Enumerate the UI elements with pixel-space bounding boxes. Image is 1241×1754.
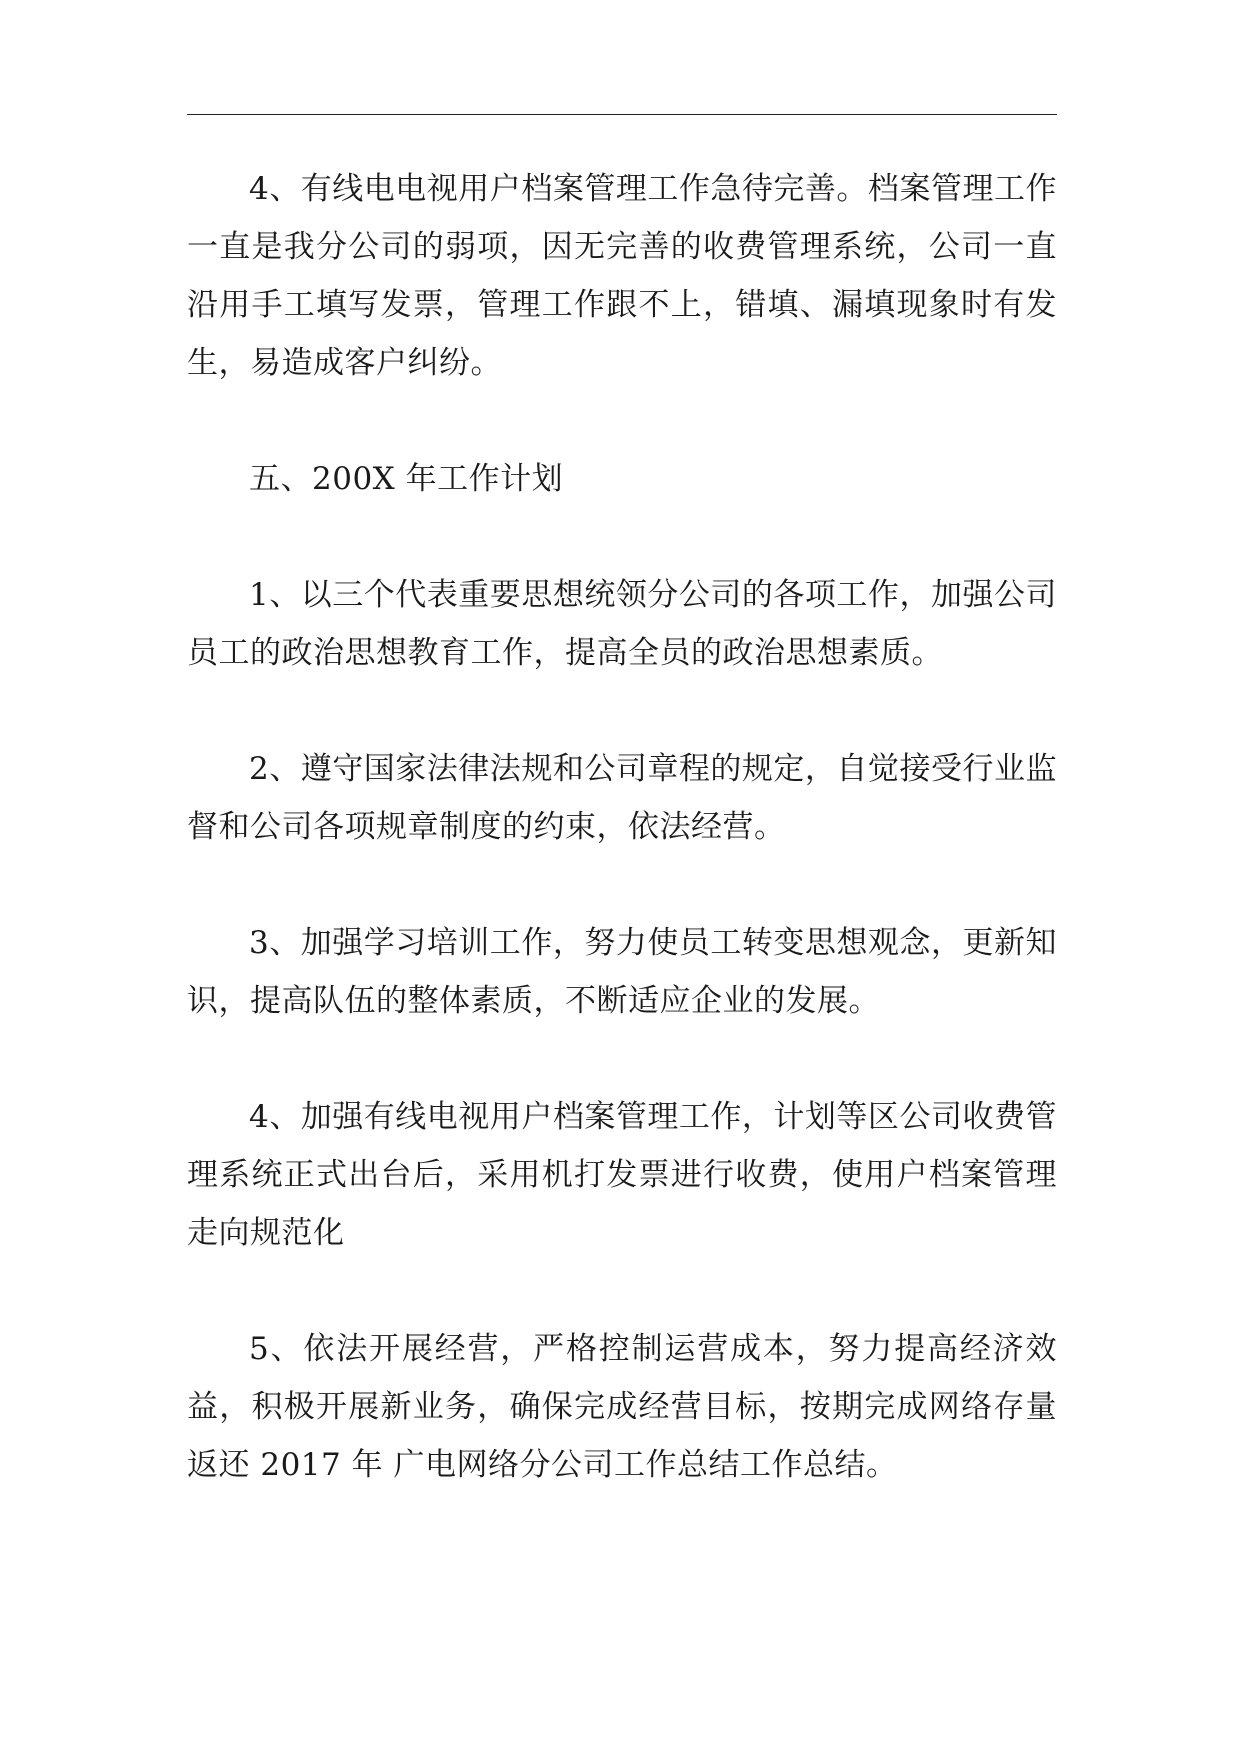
paragraph-plan-4: 4、加强有线电视用户档案管理工作，计划等区公司收费管理系统正式出台后，采用机打发票进行收费，使用户档案管理走向规范化 xyxy=(187,1099,1057,1251)
paragraph-spacer xyxy=(187,1262,1057,1320)
paragraph-plan-3: 3、加强学习培训工作，努力使员工转变思想观念，更新知识，提高队伍的整体素质，不断适应企业的发展。 xyxy=(187,925,1057,1019)
paragraph-spacer xyxy=(187,508,1057,566)
paragraph-spacer xyxy=(187,682,1057,740)
paragraph-plan-5: 5、依法开展经营，严格控制运营成本，努力提高经济效益，积极开展新业务，确保完成经营目标，按期完成网络存量返还 2017 年 广电网络分公司工作总结工作总结。 xyxy=(187,1331,1057,1483)
document-body xyxy=(187,160,1057,1494)
paragraph-spacer xyxy=(187,1030,1057,1088)
paragraph-plan-2: 2、遵守国家法律法规和公司章程的规定，自觉接受行业监督和公司各项规章制度的约束，依法经营。 xyxy=(187,751,1057,845)
paragraph-plan-1: 1、以三个代表重要思想统领分公司的各项工作，加强公司员工的政治思想教育工作，提高全员的政治思想素质。 xyxy=(187,577,1057,671)
header-divider xyxy=(187,114,1057,115)
section-heading: 五、200X 年工作计划 xyxy=(249,461,564,497)
paragraph-archive-issue: 4、有线电电视用户档案管理工作急待完善。档案管理工作一直是我分公司的弱项，因无完善的收费管理系统，公司一直沿用手工填写发票，管理工作跟不上，错填、漏填现象时有发生，易造成客户纠纷。 xyxy=(187,171,1057,381)
paragraph-spacer xyxy=(187,856,1057,914)
paragraph-spacer xyxy=(187,392,1057,450)
